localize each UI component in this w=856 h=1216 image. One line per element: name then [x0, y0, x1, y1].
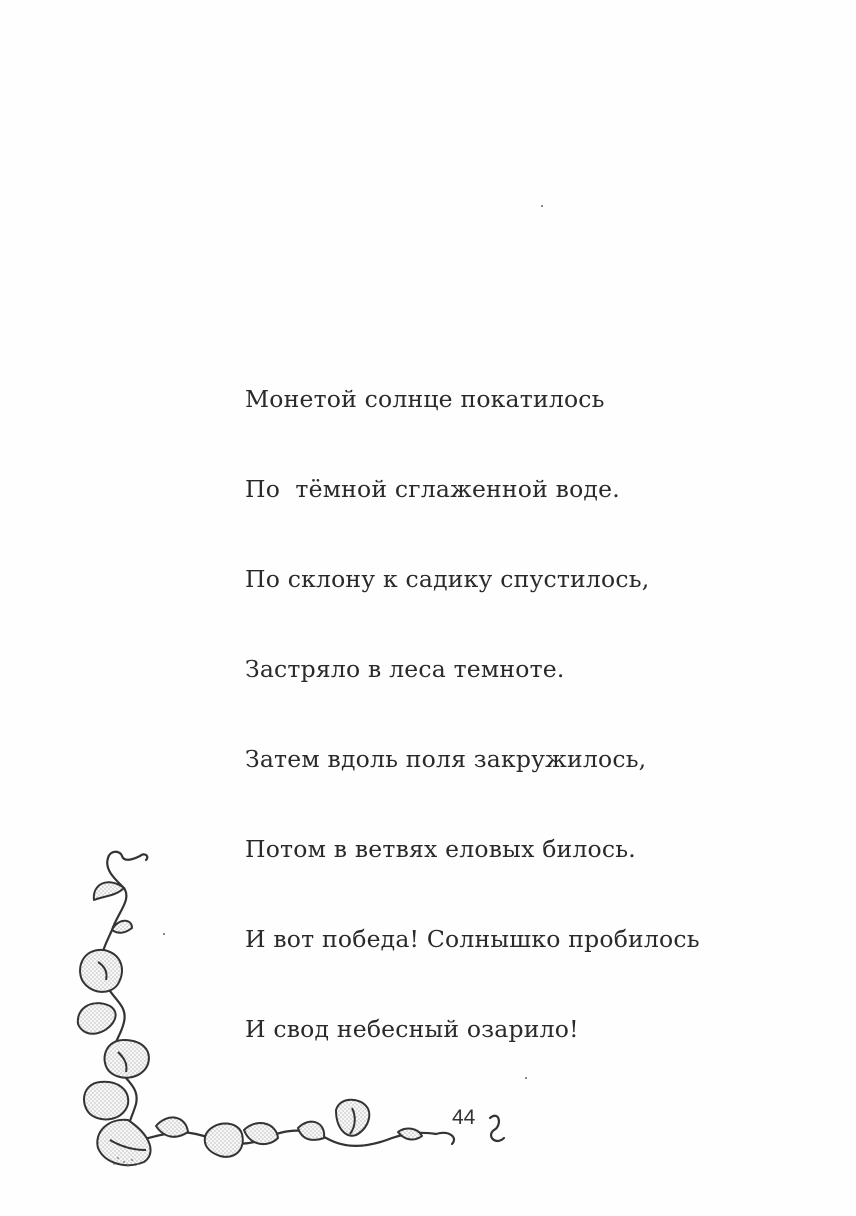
- poem-line: И свод небесный озарило!: [245, 1015, 579, 1043]
- poem-line: Застряло в леса темноте.: [245, 655, 565, 683]
- poem-line: И вот победа! Солнышко пробилось: [245, 925, 700, 953]
- scan-speck: [163, 933, 165, 935]
- page-number: 44: [452, 1106, 476, 1129]
- scan-speck: [541, 205, 543, 207]
- poem-line: Затем вдоль поля закружилось,: [245, 745, 647, 773]
- poem-line: Потом в ветвях еловых билось.: [245, 835, 636, 863]
- poem-line: По склону к садику спустилось,: [245, 565, 650, 593]
- poem-line: По тёмной сглаженной воде.: [245, 475, 620, 503]
- poem-line: Монетой солнце покатилось: [245, 385, 605, 413]
- scan-speck: [525, 1077, 527, 1079]
